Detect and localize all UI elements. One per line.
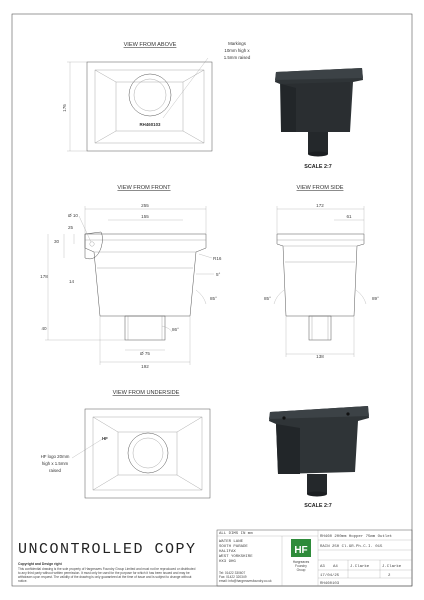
contact-tel: Tel: 01422 330607 bbox=[219, 571, 246, 575]
dim-25: 25 bbox=[68, 225, 74, 230]
address-3: HALIFAX bbox=[219, 550, 236, 554]
view-title-side: VIEW FROM SIDE bbox=[296, 185, 344, 191]
above-outlet-outer bbox=[129, 74, 171, 116]
drawing-date: 17/04/25 bbox=[320, 574, 340, 578]
front-outlet bbox=[125, 316, 165, 340]
side-body-outline bbox=[277, 234, 364, 316]
company-logo-mark: HF bbox=[294, 545, 308, 556]
view-from-underside bbox=[41, 390, 210, 498]
copyright-line-3: withdrawn upon request. The validity of the drawing is only guaranteed at the time of issue and is subject to change without bbox=[18, 575, 192, 579]
dim-side-angle-left: 85° bbox=[264, 296, 271, 301]
dim-hole-dia: Ø 10 bbox=[68, 213, 78, 218]
above-outline bbox=[87, 62, 212, 151]
view-from-above bbox=[62, 41, 251, 151]
front-lug-hole bbox=[90, 242, 94, 246]
view-title-above: VIEW FROM ABOVE bbox=[123, 42, 177, 48]
address-5: HX3 9HG bbox=[219, 560, 236, 564]
dim-front-inner: 155 bbox=[141, 214, 149, 219]
side-outlet bbox=[309, 316, 331, 340]
dim-30: 30 bbox=[54, 239, 60, 244]
markings-label-2: 10mm high x bbox=[224, 48, 250, 53]
drawing-title: RH460 200mm Hopper 75mm Outlet bbox=[320, 535, 393, 539]
footer bbox=[18, 530, 412, 586]
drawing-desc: RAIN 250 Cl.GR.Ph.C.I. 015 bbox=[320, 545, 383, 549]
copyright-line-2: to any third party without written permission. It must only be used for the purpose for which it has been issued and may be bbox=[18, 571, 190, 575]
underside-outline bbox=[85, 409, 210, 498]
above-outlet-inner bbox=[134, 79, 166, 111]
dim-14: 14 bbox=[69, 279, 75, 284]
company-name-2: Foundry bbox=[295, 564, 307, 568]
above-inner-rim bbox=[95, 70, 204, 143]
dim-outlet-dia: Ø 75 bbox=[140, 351, 150, 356]
dim-side-width: 172 bbox=[316, 203, 324, 208]
dim-angle-left: 85° bbox=[210, 296, 217, 301]
hf-label-2: high x 1.5mm bbox=[41, 461, 69, 466]
hf-label-3: raised bbox=[49, 468, 61, 473]
view-from-side bbox=[264, 185, 379, 359]
company-name-3: Group bbox=[296, 568, 306, 572]
dims-note: ALL DIMS IN mm bbox=[219, 532, 253, 536]
address-4: WEST YORKSHIRE bbox=[219, 555, 253, 559]
copyright-line-1: This confidential drawing is the sole property of Hargreaves Foundry Group Limited and must not be reproduced or distributed bbox=[18, 567, 196, 571]
hf-leader bbox=[72, 438, 104, 458]
view-from-front bbox=[40, 185, 222, 369]
copyright-title: Copyright and Design right bbox=[18, 562, 62, 566]
underside-outlet-outer bbox=[128, 433, 168, 473]
underside-outlet-inner bbox=[133, 438, 163, 468]
dim-side-base: 138 bbox=[316, 354, 324, 359]
markings-label-3: 1.5mm raised bbox=[223, 55, 251, 60]
contact-fax: Fax: 01422 320349 bbox=[219, 575, 247, 579]
dim-angle-small: 5° bbox=[216, 272, 221, 277]
scale-label-top: SCALE 2:7 bbox=[304, 164, 332, 170]
view-title-underside: VIEW FROM UNDERSIDE bbox=[112, 390, 180, 396]
address-1: WATER LANE bbox=[219, 540, 244, 544]
copyright-line-4: notice. bbox=[18, 579, 28, 583]
company-name-1: Hargreaves bbox=[292, 560, 310, 564]
dim-base-width: 192 bbox=[141, 364, 149, 369]
dim-side-angle-right: 89° bbox=[372, 296, 379, 301]
dim-radius: R16 bbox=[213, 256, 222, 261]
drawn-by: J.Clarke bbox=[350, 565, 370, 569]
checked-by: J.Clarke bbox=[382, 565, 402, 569]
drawing-number: RH460103 bbox=[320, 582, 340, 586]
dim-front-overall: 255 bbox=[141, 203, 149, 208]
scale-label-bottom: SCALE 2:7 bbox=[304, 503, 332, 509]
view-title-front: VIEW FROM FRONT bbox=[117, 185, 171, 191]
dim-angle-right: 86° bbox=[172, 327, 179, 332]
dim-side-top: 61 bbox=[346, 214, 352, 219]
hopper-render-top bbox=[275, 68, 363, 170]
address-2: SOUTH PARADE bbox=[219, 545, 248, 549]
dim-178: 178 bbox=[40, 274, 48, 279]
markings-label-1: Markings bbox=[228, 41, 246, 46]
contact-email: email: info@hargreavesfoundry.co.uk bbox=[219, 579, 272, 583]
dim-40: 40 bbox=[41, 326, 47, 331]
dim-above-height: 176 bbox=[62, 104, 67, 112]
hf-logo-mark: HF bbox=[102, 436, 108, 441]
hf-label-1: HF logo 20mm bbox=[40, 454, 70, 459]
sheet-size-value: A4 bbox=[333, 565, 338, 569]
uncontrolled-copy: UNCONTROLLED COPY bbox=[18, 541, 197, 558]
sheet-size-label: A3 bbox=[320, 565, 325, 569]
sheet-number: 2 bbox=[388, 574, 391, 578]
hopper-render-bottom bbox=[269, 406, 369, 509]
front-body-outline bbox=[85, 234, 206, 316]
part-number-marking: RH460103 bbox=[139, 122, 161, 127]
